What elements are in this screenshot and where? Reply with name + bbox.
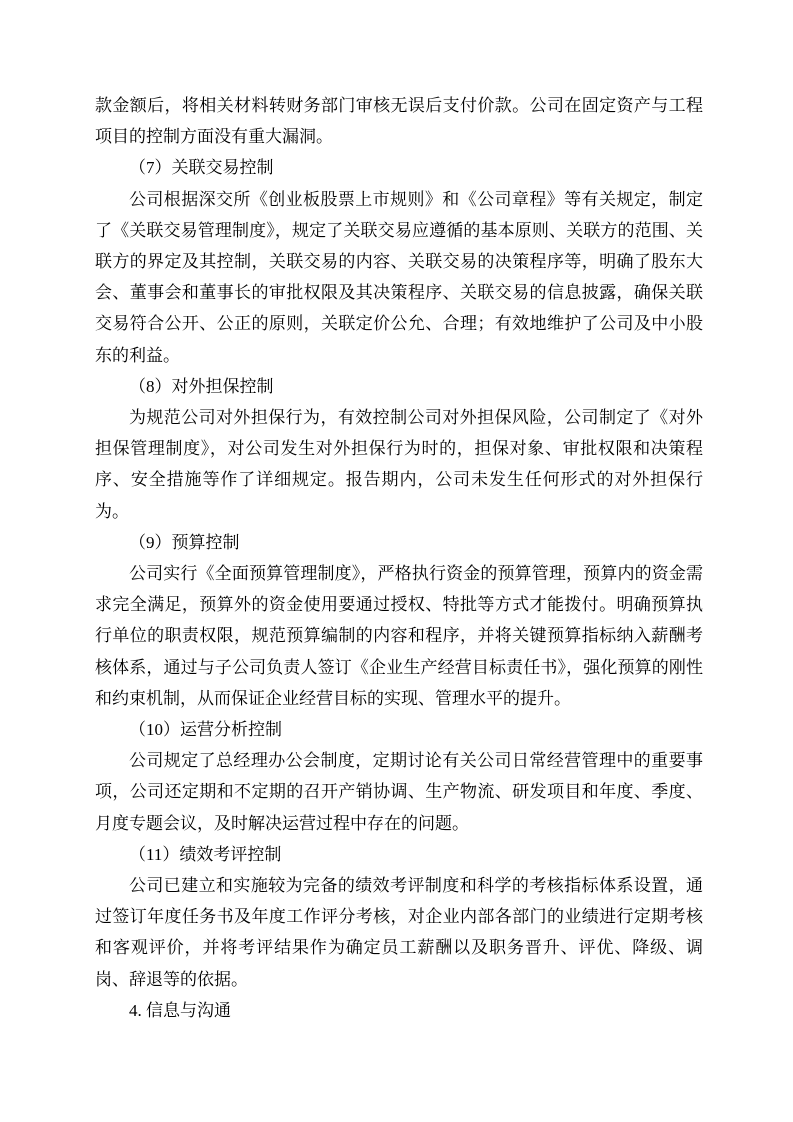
section-heading: （8）对外担保控制 bbox=[129, 376, 274, 396]
paragraph: 公司规定了总经理办公会制度，定期讨论有关公司日常经营管理中的重要事项，公司还定期和不定期的召开产销协调、生产物流、研发项目和年度、季度、月度专题会议，及时解决运营过程中存在的问题。 bbox=[95, 751, 703, 833]
section-heading: （9）预算控制 bbox=[129, 532, 240, 552]
paragraph: 款金额后，将相关材料转财务部门审核无误后支付价款。公司在固定资产与工程项目的控制方面没有重大漏洞。 bbox=[95, 96, 703, 147]
paragraph: 公司已建立和实施较为完备的绩效考评制度和科学的考核指标体系设置，通过签订年度任务书及年度工作评分考核，对企业内部各部门的业绩进行定期考核和客观评价，并将考评结果作为确定员工薪酬以及职务晋升、评优、降级、调岗、辞退等的依据。 bbox=[95, 876, 703, 989]
section-heading: 4. 信息与沟通 bbox=[129, 1000, 231, 1020]
paragraph: 为规范公司对外担保行为，有效控制公司对外担保风险，公司制定了《对外担保管理制度》，对公司发生对外担保行为时的，担保对象、审批权限和决策程序、安全措施等作了详细规定。报告期内，公司未发生任何形式的对外担保行为。 bbox=[95, 408, 703, 521]
section-heading: （11）绩效考评控制 bbox=[129, 844, 282, 864]
section-heading: （10）运营分析控制 bbox=[129, 720, 282, 740]
section-heading: （7）关联交易控制 bbox=[129, 158, 274, 178]
paragraph: 公司实行《全面预算管理制度》，严格执行资金的预算管理，预算内的资金需求完全满足，预算外的资金使用要通过授权、特批等方式才能拨付。明确预算执行单位的职责权限，规范预算编制的内容和程序，并将关键预算指标纳入薪酬考核体系，通过与子公司负责人签订《企业生产经营目标责任书》，强化预算的刚性和约束机制，从而保证企业经营目标的实现、管理水平的提升。 bbox=[95, 564, 703, 708]
document-body bbox=[95, 90, 703, 1026]
paragraph: 公司根据深交所《创业板股票上市规则》和《公司章程》等有关规定，制定了《关联交易管理制度》，规定了关联交易应遵循的基本原则、关联方的范围、关联方的界定及其控制，关联交易的内容、关联交易的决策程序等，明确了股东大会、董事会和董事长的审批权限及其决策程序、关联交易的信息披露，确保关联交易符合公开、公正的原则，关联定价公允、合理；有效地维护了公司及中小股东的利益。 bbox=[95, 189, 703, 365]
